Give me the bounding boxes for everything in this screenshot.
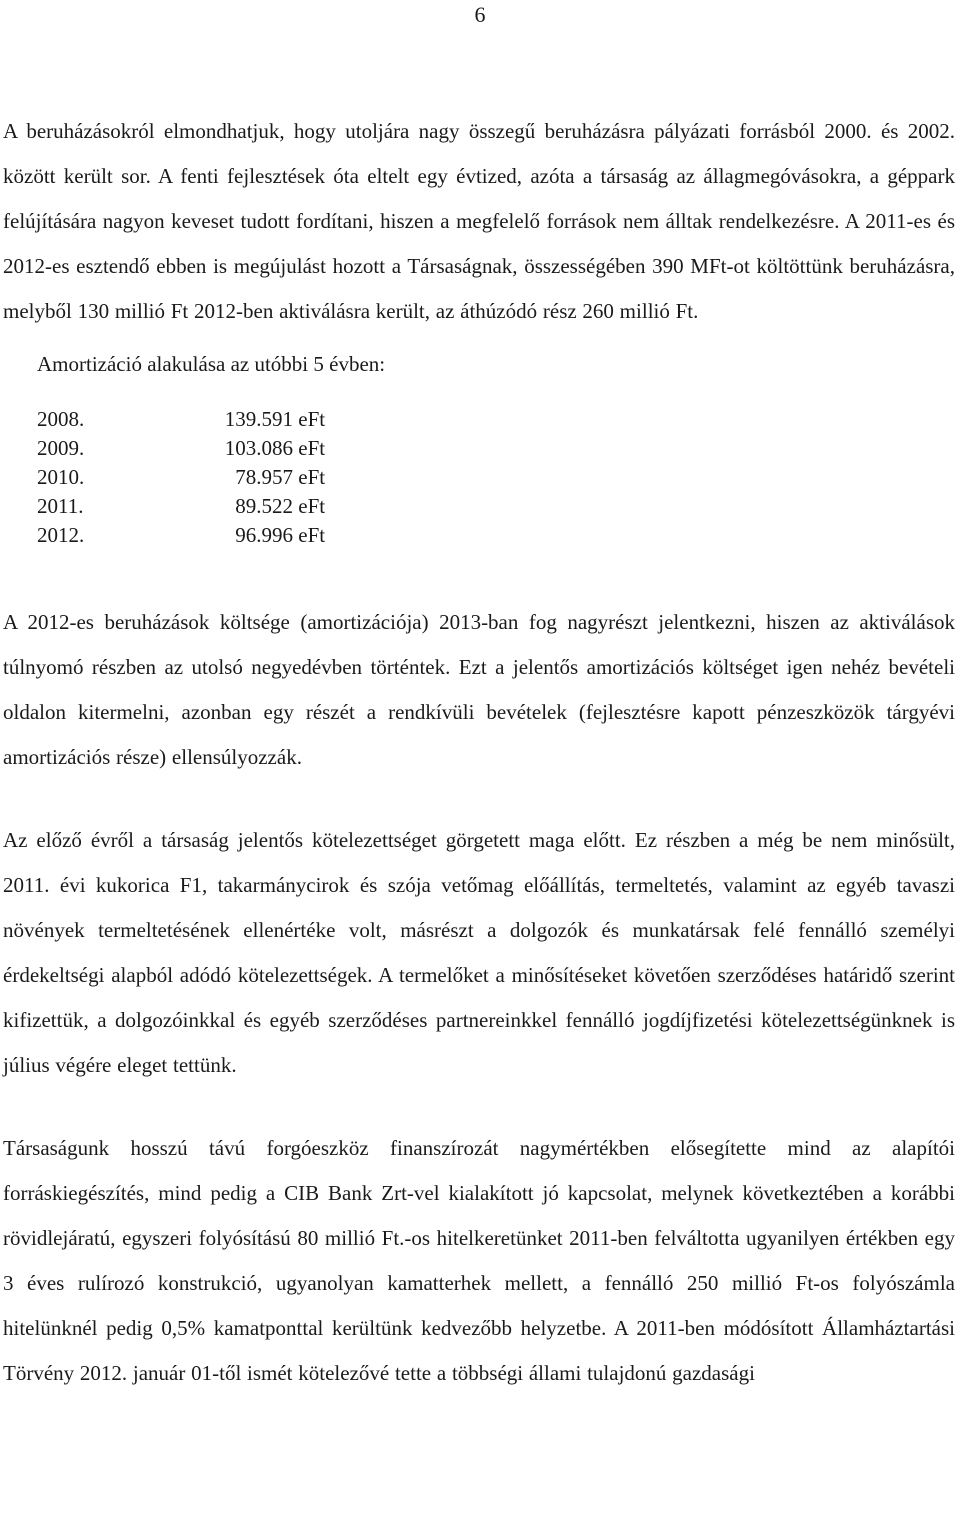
amortization-unit: eFt <box>298 436 326 460</box>
amortization-unit: eFt <box>298 523 326 547</box>
amortization-value-cell <box>207 405 387 434</box>
amortization-value-cell <box>207 492 387 521</box>
amortization-value-cell <box>207 434 387 463</box>
amortization-value-cell <box>207 521 387 550</box>
amortization-value-cell <box>207 463 387 492</box>
amortization-value: 78.957 <box>235 465 293 489</box>
paragraph-liabilities: Az előző évről a társaság jelentős kötelezettséget görgetett maga előtt. Ez részben a még be nem minősült, 2011. évi kukorica F1, takarmánycirok és szója vetőmag előállítás, termeltetés, valamint az egyéb tavaszi növények termeltetésének ellenértéke volt, másrészt a dolgozók és munkatársak felé fennálló személyi érdekeltségi alapból adódó kötelezettségek. A termelőket a minősítéseket követően szerződéses határidő szerint kifizettük, a dolgozóinkkal és egyéb szerződéses partnereinkkel fennálló jogdíjfizetési kötelezettségünknek is július végére eleget tettünk. <box>3 828 955 1077</box>
paragraph-investments: A beruházásokról elmondhatjuk, hogy utoljára nagy összegű beruházásra pályázati forrásból 2000. és 2002. között került sor. A fenti fejlesztések óta eltelt egy évtized, azóta a társaság az állagmegóvásokra, a géppark felújítására nagyon keveset tudott fordítani, hiszen a megfelelő források nem álltak rendelkezésre. A 2011-es és 2012-es esztendő ebben is megújulást hozott a Társaságnak, összességében 390 MFt-ot költöttünk beruházásra, melyből 130 millió Ft 2012-ben aktiválásra került, az áthúzódó rész 260 millió Ft. <box>3 119 955 323</box>
amortization-value: 96.996 <box>235 523 293 547</box>
table-row <box>3 405 387 434</box>
table-row <box>3 463 387 492</box>
amortization-year: 2011. <box>37 494 84 518</box>
paragraph-amortization-cost: A 2012-es beruházások költsége (amortizációja) 2013-ban fog nagyrészt jelentkezni, hiszen az aktiválások túlnyomó részben az utolsó negyedévben történtek. Ezt a jelentős amortizációs költséget igen nehéz bevételi oldalon kitermelni, azonban egy részét a rendkívüli bevételek (fejlesztésre kapott pénzeszközök tárgyévi amortizációs része) ellensúlyozzák. <box>3 610 955 769</box>
document-body <box>3 109 955 1396</box>
amortization-unit: eFt <box>298 465 326 489</box>
table-row <box>3 492 387 521</box>
page-number: 6 <box>474 2 486 27</box>
amortization-year: 2009. <box>37 436 85 460</box>
table-row <box>3 521 387 550</box>
paragraph-financing: Társaságunk hosszú távú forgóeszköz finanszírozát nagymértékben elősegítette mind az alapítói forráskiegészítés, mind pedig a CIB Bank Zrt-vel kialakított jó kapcsolat, melynek következtében a korábbi rövidlejáratú, egyszeri folyósítású 80 millió Ft.-os hitelkeretünket 2011-ben felváltotta ugyanilyen értékben egy 3 éves rulírozó konstrukció, ugyanolyan kamatterhek mellett, a fennálló 250 millió Ft-os folyószámla hitelünknél pedig 0,5% kamatponttal kerültünk kedvezőbb helyzetbe. A 2011-ben módósított Államháztartási Törvény 2012. január 01-től ismét kötelezővé tette a többségi állami tulajdonú gazdasági <box>3 1136 955 1385</box>
table-row <box>3 434 387 463</box>
amortization-value: 139.591 <box>224 407 293 431</box>
amortization-unit: eFt <box>298 407 326 431</box>
amortization-value: 103.086 <box>224 436 293 460</box>
amortization-year: 2010. <box>37 465 85 489</box>
amortization-year: 2008. <box>37 407 85 431</box>
amortization-table <box>3 405 387 550</box>
amortization-heading: Amortizáció alakulása az utóbbi 5 évben: <box>37 352 386 376</box>
amortization-unit: eFt <box>298 494 326 518</box>
amortization-value: 89.522 <box>235 494 293 518</box>
amortization-year: 2012. <box>37 523 85 547</box>
